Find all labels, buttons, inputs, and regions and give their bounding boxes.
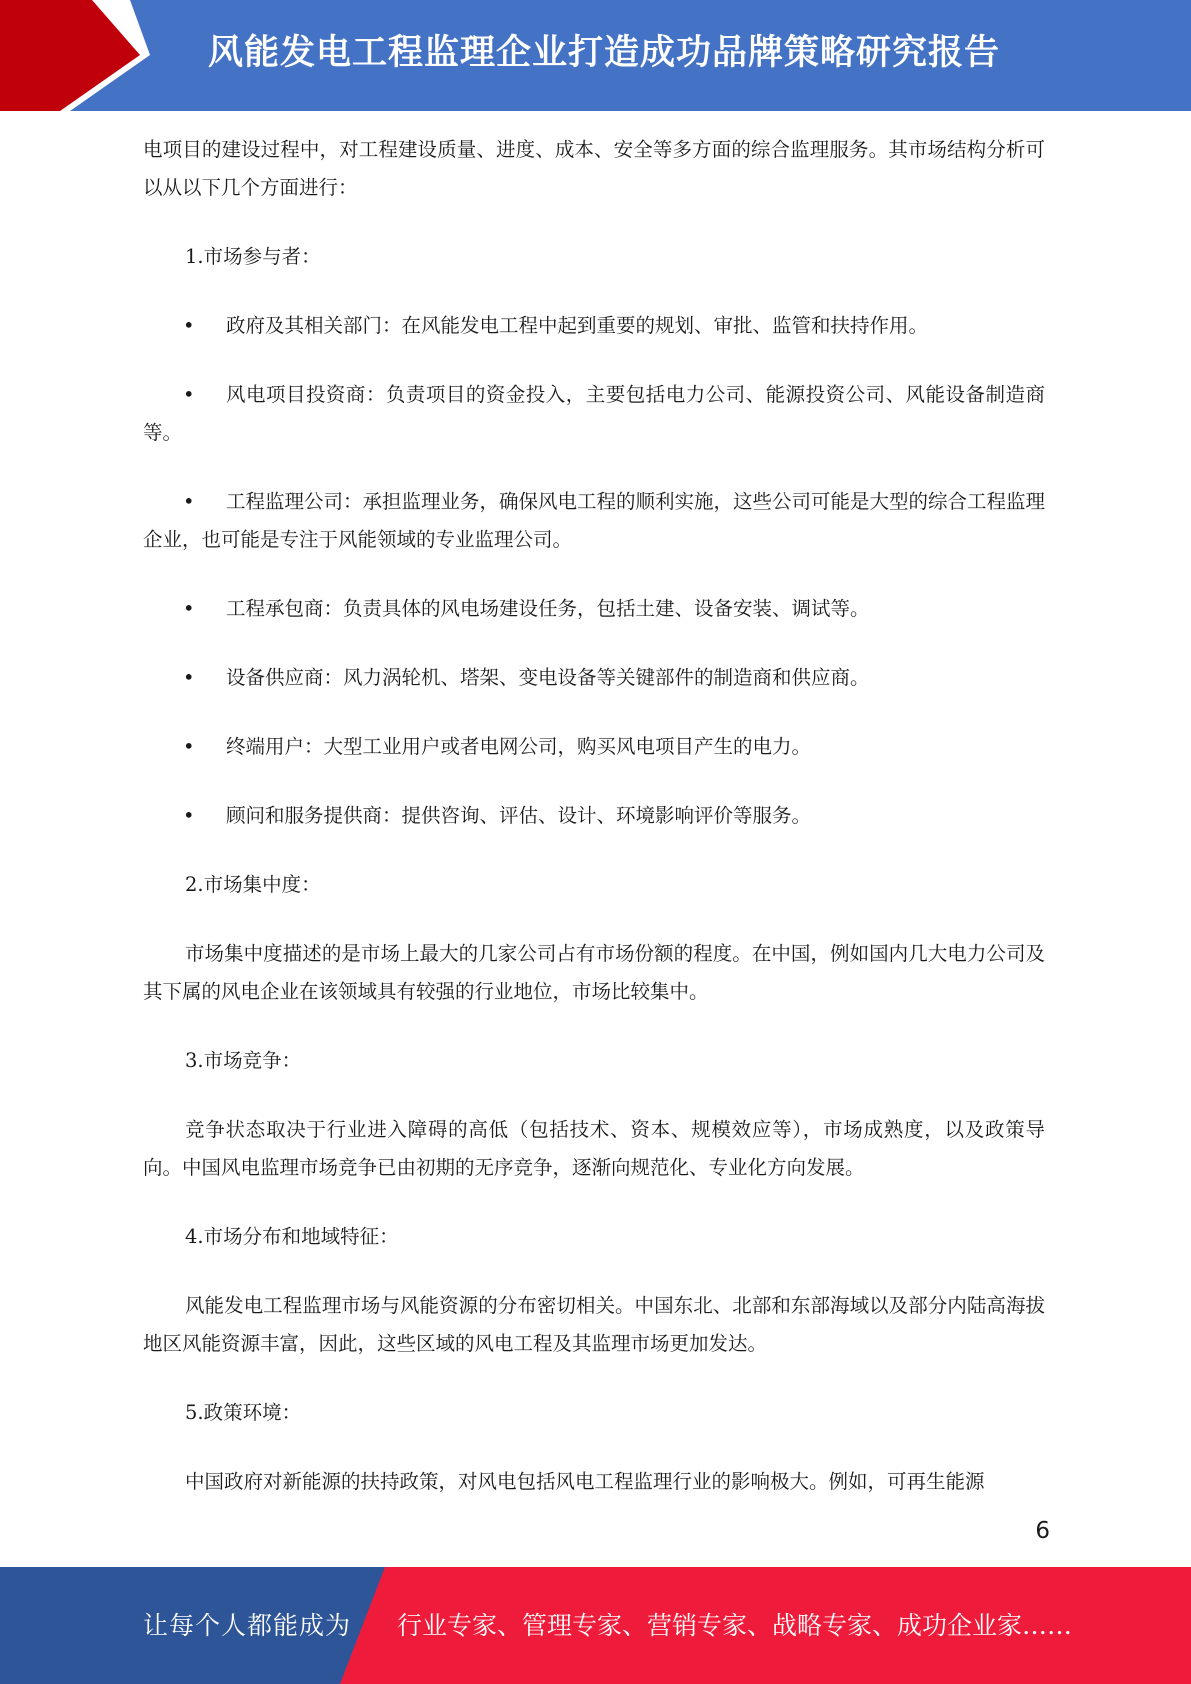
section-heading-participants: 1.市场参与者：	[185, 245, 321, 268]
document-body	[143, 131, 1045, 1532]
page-header	[0, 0, 1191, 111]
bullet-icon: •	[183, 735, 195, 758]
section-heading-distribution: 4.市场分布和地域特征：	[185, 1225, 399, 1248]
document-title: 风能发电工程监理企业打造成功品牌策略研究报告	[208, 33, 1001, 73]
header-arrow-decoration	[0, 0, 150, 111]
list-item-text: 工程承包商：负责具体的风电场建设任务，包括土建、设备安装、调试等。	[226, 597, 870, 620]
list-item	[143, 728, 1045, 766]
list-item	[143, 483, 1045, 559]
list-item	[143, 307, 1045, 345]
bullet-icon: •	[183, 314, 195, 337]
footer-slogan-right: 行业专家、管理专家、营销专家、战略专家、成功企业家……	[397, 1611, 1073, 1640]
intro-paragraph: 电项目的建设过程中，对工程建设质量、进度、成本、安全等多方面的综合监理服务。其市场结构分析可以从以下几个方面进行：	[143, 138, 1045, 199]
footer-slogan-left: 让每个人都能成为	[143, 1611, 352, 1640]
list-item-text: 工程监理公司：承担监理业务，确保风电工程的顺利实施，这些公司可能是大型的综合工程监理企业，也可能是专注于风能领域的专业监理公司。	[143, 490, 1046, 551]
list-item	[143, 659, 1045, 697]
page-number: 6	[1035, 1518, 1050, 1544]
list-item-text: 政府及其相关部门：在风能发电工程中起到重要的规划、审批、监管和扶持作用。	[226, 314, 929, 337]
bullet-icon: •	[183, 490, 195, 513]
bullet-icon: •	[183, 804, 195, 827]
bullet-icon: •	[183, 597, 195, 620]
page-footer	[0, 1567, 1191, 1684]
section-paragraph-distribution: 风能发电工程监理市场与风能资源的分布密切相关。中国东北、北部和东部海域以及部分内陆高海拔地区风能资源丰富，因此，这些区域的风电工程及其监理市场更加发达。	[143, 1294, 1045, 1355]
list-item	[143, 590, 1045, 628]
list-item-text: 设备供应商：风力涡轮机、塔架、变电设备等关键部件的制造商和供应商。	[226, 666, 870, 689]
section-paragraph-policy: 中国政府对新能源的扶持政策，对风电包括风电工程监理行业的影响极大。例如，可再生能源	[185, 1470, 985, 1493]
list-item	[143, 797, 1045, 835]
bullet-icon: •	[183, 666, 195, 689]
section-paragraph-competition: 竞争状态取决于行业进入障碍的高低（包括技术、资本、规模效应等），市场成熟度，以及政策导向。中国风电监理市场竞争已由初期的无序竞争，逐渐向规范化、专业化方向发展。	[143, 1118, 1045, 1179]
list-item	[143, 376, 1045, 452]
section-heading-competition: 3.市场竞争：	[185, 1049, 302, 1072]
section-heading-concentration: 2.市场集中度：	[185, 873, 321, 896]
section-paragraph-concentration: 市场集中度描述的是市场上最大的几家公司占有市场份额的程度。在中国，例如国内几大电力公司及其下属的风电企业在该领域具有较强的行业地位，市场比较集中。	[143, 942, 1045, 1003]
list-item-text: 风电项目投资商：负责项目的资金投入，主要包括电力公司、能源投资公司、风能设备制造商等。	[143, 383, 1045, 444]
list-item-text: 顾问和服务提供商：提供咨询、评估、设计、环境影响评价等服务。	[226, 804, 812, 827]
section-heading-policy: 5.政策环境：	[185, 1401, 302, 1424]
list-item-text: 终端用户：大型工业用户或者电网公司，购买风电项目产生的电力。	[226, 735, 812, 758]
bullet-icon: •	[183, 383, 195, 406]
